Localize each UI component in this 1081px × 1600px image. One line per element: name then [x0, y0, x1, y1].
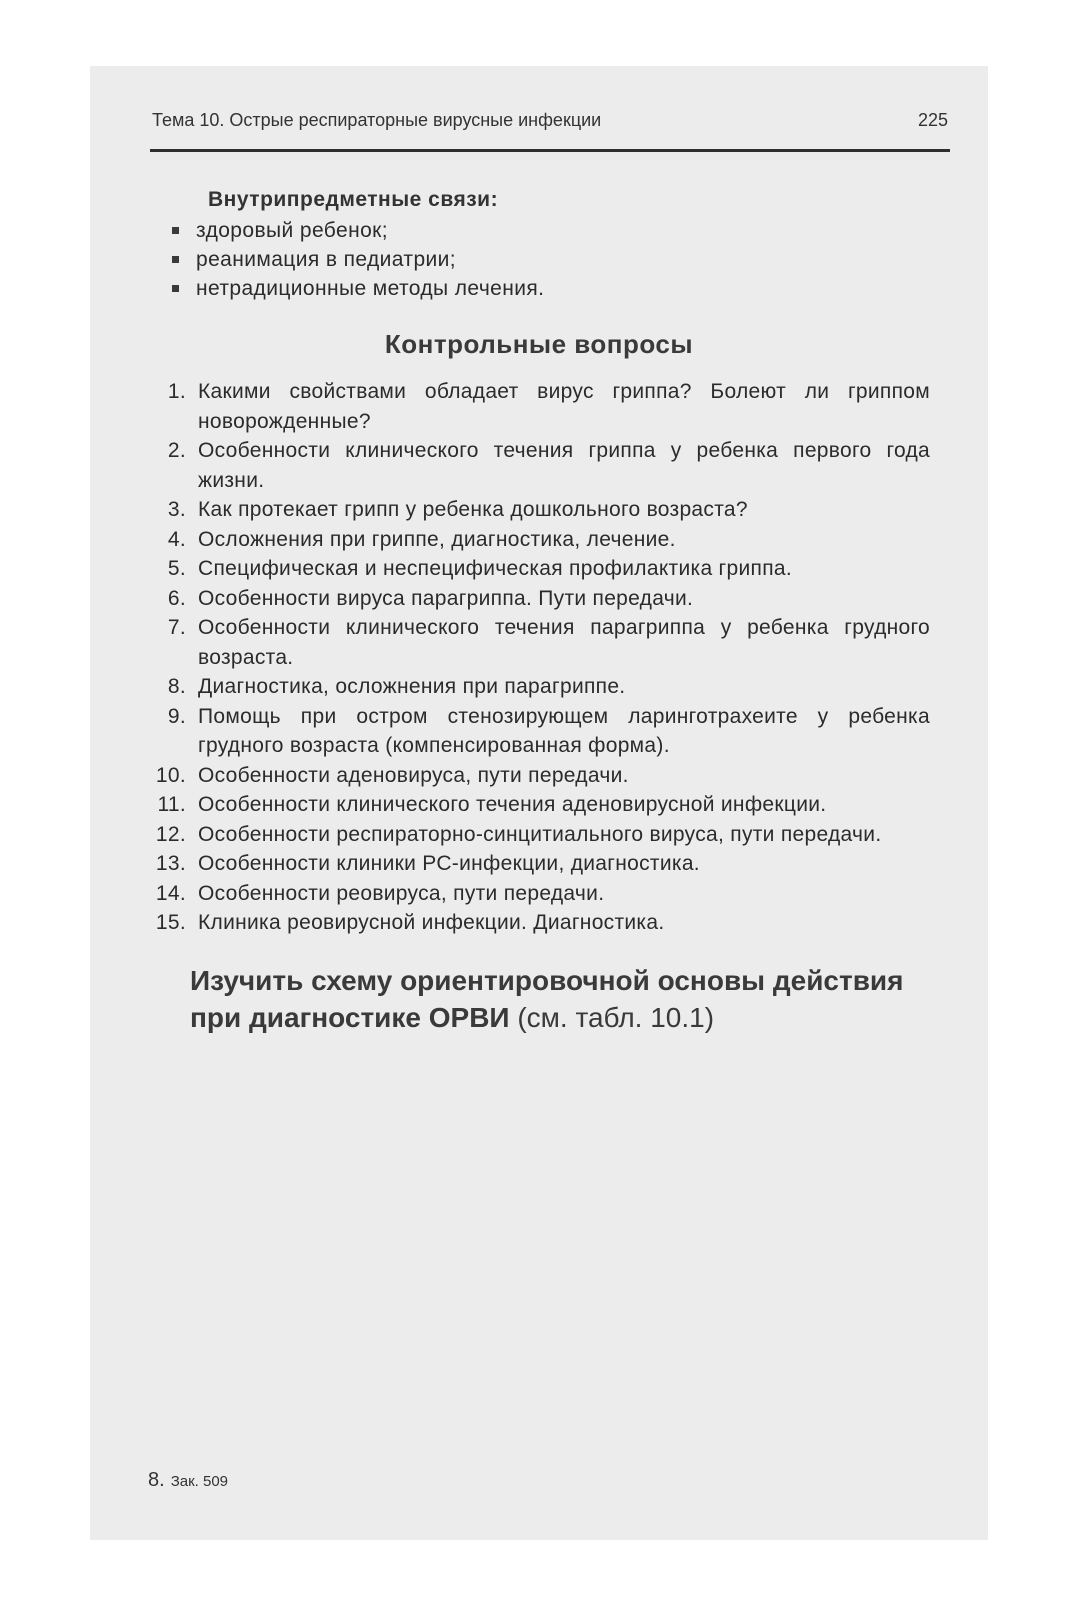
- question-text: Особенности вируса парагриппа. Пути передачи.: [198, 586, 694, 610]
- instruction-text: [190, 962, 930, 1036]
- printer-signature: [148, 1469, 228, 1492]
- bullet-icon: [172, 285, 179, 292]
- internal-link-text: нетрадиционные методы лечения.: [196, 277, 545, 300]
- book-page: [90, 66, 988, 1540]
- question-number: 7.: [167, 616, 186, 639]
- question-number: 15.: [155, 911, 186, 934]
- question-number: 2.: [167, 439, 186, 462]
- question-text: Особенности клинического течения аденовирусной инфекции.: [198, 793, 827, 816]
- bullet-icon: [172, 227, 179, 234]
- question-item: [146, 820, 930, 850]
- internal-link-item: [168, 274, 544, 303]
- question-number: 13.: [155, 852, 186, 875]
- question-text: Помощь при остром стенозирующем ларинготрахеите у ребенка грудного возраста (компенсированная форма).: [198, 704, 930, 757]
- question-text: Особенности клинического течения гриппа у ребенка первого года жизни.: [198, 439, 930, 492]
- running-header-topic: Тема 10. Острые респираторные вирусные инфекции: [152, 110, 602, 130]
- question-number: 1.: [167, 380, 186, 403]
- question-text: Особенности респираторно-синцитиального вируса, пути передачи.: [198, 822, 882, 846]
- question-item: [146, 525, 930, 555]
- order-number: Зак. 509: [170, 1473, 229, 1490]
- question-text: Особенности клиники РС-инфекции, диагностика.: [198, 852, 700, 875]
- question-number: 12.: [155, 822, 186, 846]
- internal-link-text: здоровый ребенок;: [196, 219, 388, 242]
- question-item: [146, 761, 930, 791]
- question-item: [146, 908, 930, 938]
- question-text: Клиника реовирусной инфекции. Диагностика.: [198, 911, 665, 934]
- question-text: Специфическая и неспецифическая профилактика гриппа.: [198, 557, 792, 580]
- internal-link-item: [168, 216, 544, 245]
- header-rule: [150, 149, 950, 152]
- question-text: Диагностика, осложнения при парагриппе.: [198, 675, 626, 698]
- question-item: [146, 554, 930, 584]
- instruction-bold: Изучить схему ориентировочной основы действия при диагностике ОРВИ: [190, 965, 904, 1033]
- question-number: 6.: [167, 586, 186, 610]
- questions-title: Контрольные вопросы: [384, 329, 694, 359]
- question-text: Особенности клинического течения парагриппа у ребенка грудного возраста.: [198, 616, 930, 669]
- question-item: [146, 495, 930, 525]
- question-item: [146, 584, 930, 614]
- question-item: [146, 613, 930, 672]
- running-header: [152, 110, 948, 140]
- questions-list: [146, 377, 930, 938]
- internal-link-text: реанимация в педиатрии;: [196, 248, 457, 271]
- question-number: 14.: [155, 881, 186, 905]
- question-number: 8.: [167, 675, 186, 698]
- question-item: [146, 377, 930, 436]
- page-number: 225: [917, 110, 948, 130]
- question-item: [146, 849, 930, 879]
- internal-links-title: Внутрипредметные связи:: [208, 188, 499, 211]
- question-number: 5.: [167, 557, 186, 580]
- question-text: Как протекает грипп у ребенка дошкольного возраста?: [198, 498, 748, 521]
- question-text: Осложнения при гриппе, диагностика, лечение.: [198, 527, 676, 551]
- question-item: [146, 702, 930, 761]
- question-item: [146, 879, 930, 909]
- question-text: Какими свойствами обладает вирус гриппа? Болеют ли гриппом новорожденные?: [198, 380, 930, 433]
- question-number: 10.: [155, 763, 186, 787]
- question-text: Особенности реовируса, пути передачи.: [198, 881, 605, 905]
- question-number: 11.: [157, 793, 186, 816]
- internal-links-list: [168, 216, 544, 303]
- question-number: 4.: [167, 527, 186, 551]
- question-item: [146, 672, 930, 702]
- question-item: [146, 436, 930, 495]
- question-number: 3.: [167, 498, 186, 521]
- internal-link-item: [168, 245, 544, 274]
- bullet-icon: [172, 256, 179, 263]
- table-reference: (см. табл. 10.1): [517, 1002, 715, 1033]
- question-item: [146, 790, 930, 820]
- question-text: Особенности аденовируса, пути передачи.: [198, 763, 629, 787]
- question-number: 9.: [167, 704, 186, 728]
- signature-number: 8.: [148, 1469, 165, 1491]
